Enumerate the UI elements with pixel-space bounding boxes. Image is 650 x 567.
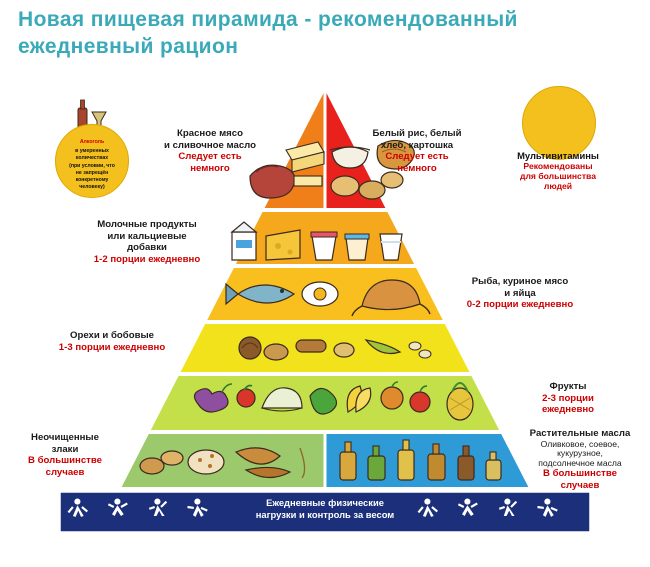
alcohol-line-3: (при условии, что — [69, 163, 115, 169]
icon-cheese — [266, 230, 300, 260]
label-grains-note2: случаев — [45, 466, 85, 478]
label-oils-note1: В большинстве — [543, 468, 617, 480]
label-red-meat-note2: немного — [190, 162, 230, 174]
multivitamin-title: Мультивитамины — [517, 150, 599, 161]
icon-milk-glass — [380, 234, 402, 260]
label-dairy-l1: Молочные продукты — [97, 219, 197, 230]
label-nuts-legumes — [32, 330, 192, 353]
label-vegetable-oils — [516, 428, 644, 491]
label-fish-l2: и яйца — [504, 287, 536, 299]
alcohol-line-4: не запрещён — [75, 170, 109, 176]
label-grains-l1: Неочищенные — [31, 432, 99, 443]
multivitamin-note-3: людей — [543, 181, 573, 191]
label-fruits-l1: Фрукты — [549, 381, 587, 392]
alcohol-circle — [55, 124, 129, 198]
alcohol-line-1: в умеренных — [75, 148, 109, 154]
label-white-rice-l1: Белый рис, белый — [372, 128, 462, 139]
label-red-meat-note1: Следует есть — [178, 151, 242, 162]
base-bar-line-2: нагрузки и контроль за весом — [255, 508, 395, 520]
label-white-rice — [352, 128, 482, 174]
label-fruits — [498, 381, 638, 416]
label-dairy — [72, 219, 222, 265]
title-line-2: ежедневный рацион — [18, 35, 239, 58]
base-bar-text — [150, 497, 500, 520]
label-red-meat-l1: Красное мясо — [177, 128, 243, 139]
icon-yogurt-cup-2 — [345, 234, 369, 260]
label-nuts-note: 1-3 порции ежедневно — [58, 341, 166, 353]
multivitamin-circle — [522, 86, 596, 160]
label-red-meat-l2: и сливочное масло — [164, 139, 256, 151]
label-dairy-l2: или кальциевые — [107, 230, 187, 242]
label-grains-l2: злаки — [51, 443, 79, 455]
title-line-1: Новая пищевая пирамида - рекомендованный — [18, 8, 518, 31]
label-whole-grains — [10, 432, 120, 478]
alcohol-title: Алкоголь — [79, 139, 105, 145]
label-dairy-l3: добавки — [127, 242, 167, 253]
label-fish-poultry — [440, 276, 600, 311]
alcohol-line-2: количествах — [75, 155, 109, 161]
label-white-rice-l2: хлеб, картошка — [380, 139, 454, 151]
icon-fried-egg — [302, 282, 338, 306]
multivitamin-note-2: для большинства — [520, 171, 596, 181]
label-dairy-note: 1-2 порции ежедневно — [93, 253, 201, 265]
multivitamin-caption — [496, 150, 620, 191]
label-oils-sub2: кукурузное, — [557, 448, 603, 459]
alcohol-line-5: конкретному — [75, 177, 109, 183]
label-fish-l1: Рыба, куриное мясо — [471, 276, 569, 287]
label-white-rice-note2: немного — [397, 162, 437, 174]
label-red-meat — [150, 128, 270, 174]
icon-yogurt-cup-1 — [311, 232, 337, 260]
label-fruits-note1: 2-3 порции — [542, 392, 594, 404]
label-oils-note2: случаев — [560, 479, 600, 491]
label-oils-sub1: Оливковое, соевое, — [540, 438, 620, 449]
label-oils-sub3: подсолнечное масла — [538, 457, 622, 468]
label-grains-note1: В большинстве — [28, 455, 102, 466]
label-nuts-l1: Орехи и бобовые — [70, 330, 154, 341]
multivitamin-note-1: Рекомендованы — [523, 161, 593, 171]
label-fish-note: 0-2 порции ежедневно — [466, 299, 574, 310]
label-fruits-note2: ежедневно — [542, 404, 594, 415]
label-white-rice-note1: Следует есть — [385, 151, 449, 162]
base-bar-line-1: Ежедневные физические — [266, 497, 384, 508]
alcohol-line-6: человеку) — [79, 184, 105, 190]
label-oils-title: Растительные масла — [529, 428, 631, 439]
